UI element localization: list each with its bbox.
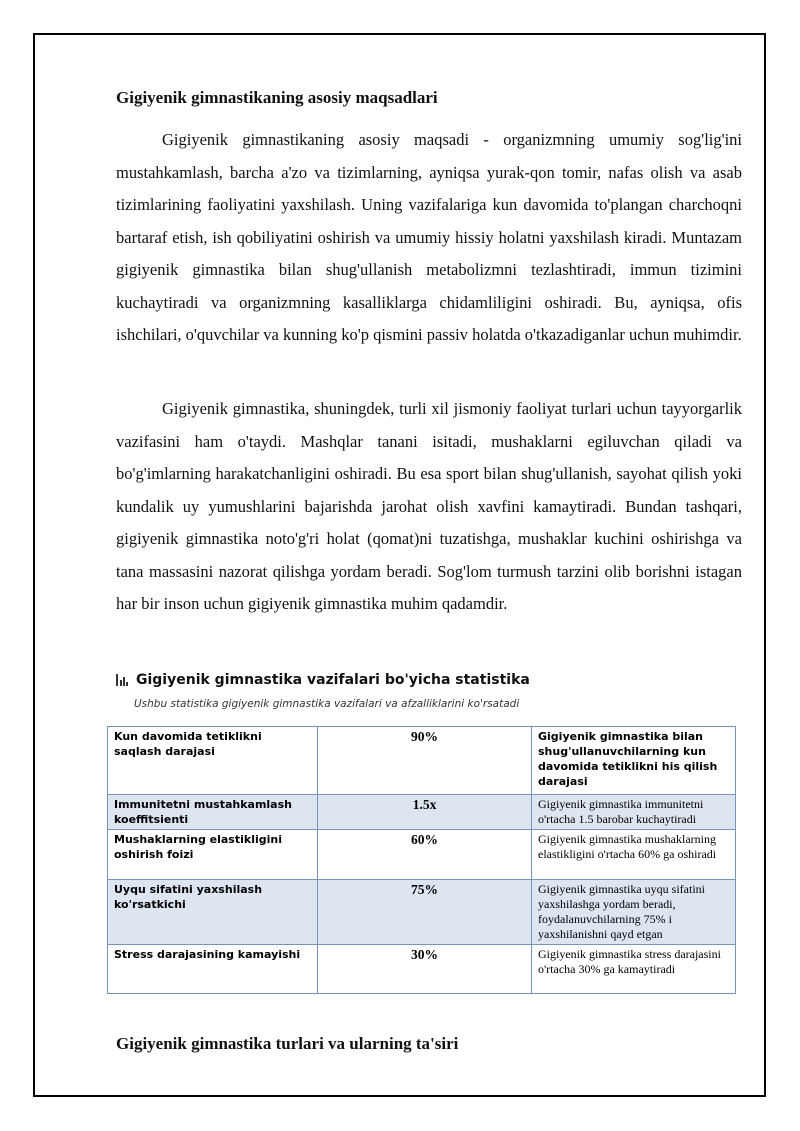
stat-label: Immunitetni mustahkamlash koeffitsienti (108, 795, 318, 830)
stat-description: Gigiyenik gimnastika uyqu sifatini yaxshilashga yordam beradi, foydalanuvchilarning 75% i yaxshilanishni qayd etgan (532, 880, 736, 945)
stat-label: Mushaklarning elastikligini oshirish foizi (108, 830, 318, 880)
stat-value: 60% (318, 830, 532, 880)
table-row (108, 727, 736, 795)
paragraph-2: Gigiyenik gimnastika, shuningdek, turli xil jismoniy faoliyat turlari uchun tayyorgarlik vazifasini ham o'taydi. Mashqlar tanani isitadi, mushaklarni egiluvchan qiladi va bo'g'imlarning harakatchanligini oshiradi. Bu esa sport bilan shug'ullanish, sayohat qilish yoki kundalik uy yumushlarini bajarishda jarohat olish xavfini kamaytiradi. Bundan tashqari, gigiyenik gimnastika noto'g'ri holat (qomat)ni tuzatishga, mushaklar kuchini oshirishga va tana massasini nazorat qilishga yordam beradi. Sog'lom turmush tarzini olib borishni istagan har bir inson uchun gigiyenik gimnastika muhim qadamdir. (116, 399, 742, 613)
stat-description: Gigiyenik gimnastika immunitetni o'rtacha 1.5 barobar kuchaytiradi (532, 795, 736, 830)
stat-value: 90% (318, 727, 532, 795)
stats-subtitle: Ushbu statistika gigiyenik gimnastika vazifalari va afzalliklarini ko'rsatadi (134, 698, 520, 710)
stat-value: 75% (318, 880, 532, 945)
stat-value: 30% (318, 945, 532, 994)
stats-title (116, 672, 530, 688)
stat-label: Uyqu sifatini yaxshilash ko'rsatkichi (108, 880, 318, 945)
stats-table (107, 726, 736, 994)
section-heading-types: Gigiyenik gimnastika turlari va ularning ta'siri (116, 1034, 459, 1053)
paragraph-1: Gigiyenik gimnastikaning asosiy maqsadi - organizmning umumiy sog'lig'ini mustahkamlash, barcha a'zo va tizimlarning, ayniqsa yurak-qon tomir, nafas olish va asab tizimlarining faoliyatini yaxshilash. Uning vazifalariga kun davomida to'plangan charchoqni bartaraf etish, ish qobiliyatini oshirish va umumiy hissiy holatni yaxshilash kiradi. Muntazam gigiyenik gimnastika bilan shug'ullanish metabolizmni tezlashtiradi, immun tizimini kuchaytiradi va organizmning kasalliklarga chidamliligini oshiradi. Bu, ayniqsa, ofis ishchilari, o'quvchilar va kunning ko'p qismini passiv holatda o'tkazadiganlar uchun muhimdir. (116, 130, 742, 344)
table-row (108, 795, 736, 830)
bar-chart-icon (116, 674, 128, 686)
stat-description: Gigiyenik gimnastika stress darajasini o'rtacha 30% ga kamaytiradi (532, 945, 736, 994)
stat-description: Gigiyenik gimnastika mushaklarning elastikligini o'rtacha 60% ga oshiradi (532, 830, 736, 880)
stat-label: Stress darajasining kamayishi (108, 945, 318, 994)
table-row (108, 945, 736, 994)
stat-value: 1.5x (318, 795, 532, 830)
table-row (108, 880, 736, 945)
section-heading-goals: Gigiyenik gimnastikaning asosiy maqsadlari (116, 88, 438, 107)
stats-title-text: Gigiyenik gimnastika vazifalari bo'yicha statistika (136, 672, 530, 688)
stat-label: Kun davomida tetiklikni saqlash darajasi (108, 727, 318, 795)
table-row (108, 830, 736, 880)
stat-description: Gigiyenik gimnastika bilan shug'ullanuvchilarning kun davomida tetiklikni his qilish darajasi (532, 727, 736, 795)
